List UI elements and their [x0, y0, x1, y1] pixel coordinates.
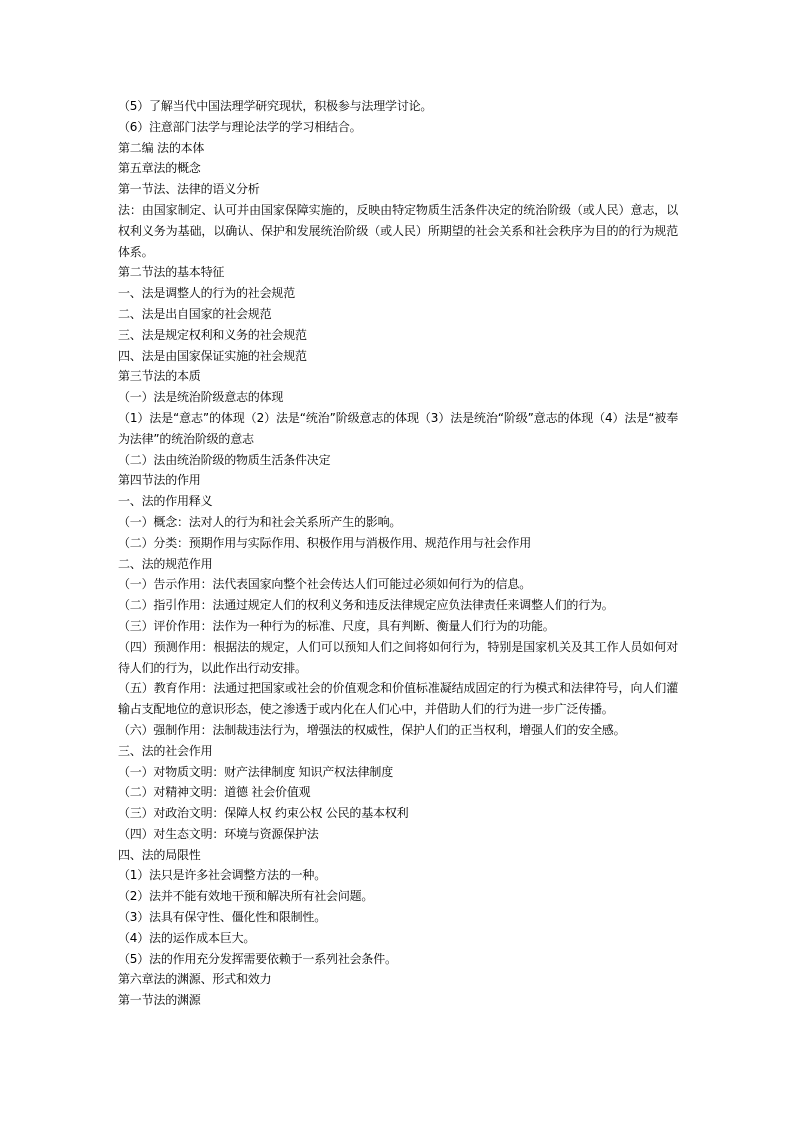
list-item: （二）分类：预期作用与实际作用、积极作用与消极作用、规范作用与社会作用 — [118, 535, 532, 550]
list-item: （5）法的作用充分发挥需要依赖于一系列社会条件。 — [118, 951, 397, 966]
subheading: 二、法的规范作用 — [118, 556, 213, 571]
section-heading: 第四节法的作用 — [118, 473, 201, 488]
list-item: （一）告示作用：法代表国家向整个社会传达人们可能过必须如何行为的信息。 — [118, 577, 532, 592]
list-item: 一、法是调整人的行为的社会规范 — [118, 286, 296, 301]
subheading: 三、法的社会作用 — [118, 743, 213, 758]
list-item: （五）教育作用：法通过把国家或社会的价值观念和价值标准凝结成固定的行为模式和法律符号，向人们灌输占支配地位的意识形态，使之渗透于或内化在人们心中，并借助人们的行为进一步广泛传播。 — [118, 681, 678, 717]
list-item-study-combine: （6）注意部门法学与理论法学的学习相结合。 — [118, 119, 362, 134]
subheading: 四、法的局限性 — [118, 847, 201, 862]
list-item: 二、法是出自国家的社会规范 — [118, 306, 272, 321]
list-item: （四）对生态文明：环境与资源保护法 — [118, 826, 319, 841]
list-item: （三）评价作用：法作为一种行为的标准、尺度，具有判断、衡量人们行为的功能。 — [118, 618, 555, 633]
chapter-heading: 第五章法的概念 — [118, 161, 201, 176]
list-item: （三）对政治文明：保障人权 约束公权 公民的基本权利 — [118, 806, 409, 821]
list-item: （一）法是统治阶级意志的体现 — [118, 390, 284, 405]
section-heading: 第二节法的基本特征 — [118, 265, 225, 280]
list-item-study-current: （5）了解当代中国法理学研究现状，积极参与法理学讨论。 — [118, 99, 433, 113]
list-item: 三、法是规定权利和义务的社会规范 — [118, 327, 307, 342]
list-item: （1）法只是许多社会调整方法的一种。 — [118, 868, 327, 883]
list-item: （四）预测作用：根据法的规定，人们可以预知人们之间将如何行为，特别是国家机关及其工作人员如何对待人们的行为，以此作出行动安排。 — [118, 639, 678, 675]
section-heading: 第一节法、法律的语义分析 — [118, 182, 260, 197]
list-item: （一）对物质文明：财产法律制度 知识产权法律制度 — [118, 764, 394, 779]
chapter-heading: 第六章法的渊源、形式和效力 — [118, 972, 272, 987]
list-item: （一）概念：法对人的行为和社会关系所产生的影响。 — [118, 514, 402, 529]
part-heading: 第二编 法的本体 — [118, 140, 205, 155]
subheading: 一、法的作用释义 — [118, 494, 213, 509]
list-item: （4）法的运作成本巨大。 — [118, 930, 256, 945]
list-item: （六）强制作用：法制裁违法行为，增强法的权威性，保护人们的正当权利，增强人们的安全感。 — [118, 722, 626, 737]
list-item: （二）法由统治阶级的物质生活条件决定 — [118, 452, 331, 467]
law-definition-paragraph: 法：由国家制定、认可并由国家保障实施的，反映由特定物质生活条件决定的统治阶级（或人民）意志，以权利义务为基础，以确认、保护和发展统治阶级（或人民）所期望的社会关系和社会秩序为目的的行为规范体系。 — [118, 202, 678, 259]
essence-paragraph: （1）法是“意志”的体现（2）法是“统治”阶级意志的体现（3）法是统治“阶级”意志的体现（4）法是“被奉为法律”的统治阶级的意志 — [118, 410, 678, 446]
list-item: （二）对精神文明：道德 社会价值观 — [118, 785, 311, 800]
document-page — [118, 96, 678, 1011]
list-item: （3）法具有保守性、僵化性和限制性。 — [118, 910, 327, 925]
list-item: （2）法并不能有效地干预和解决所有社会问题。 — [118, 889, 374, 904]
list-item: （二）指引作用：法通过规定人们的权利义务和违反法律规定应负法律责任来调整人们的行为。 — [118, 598, 614, 613]
section-heading: 第一节法的渊源 — [118, 993, 201, 1008]
section-heading: 第三节法的本质 — [118, 369, 201, 384]
list-item: 四、法是由国家保证实施的社会规范 — [118, 348, 307, 363]
